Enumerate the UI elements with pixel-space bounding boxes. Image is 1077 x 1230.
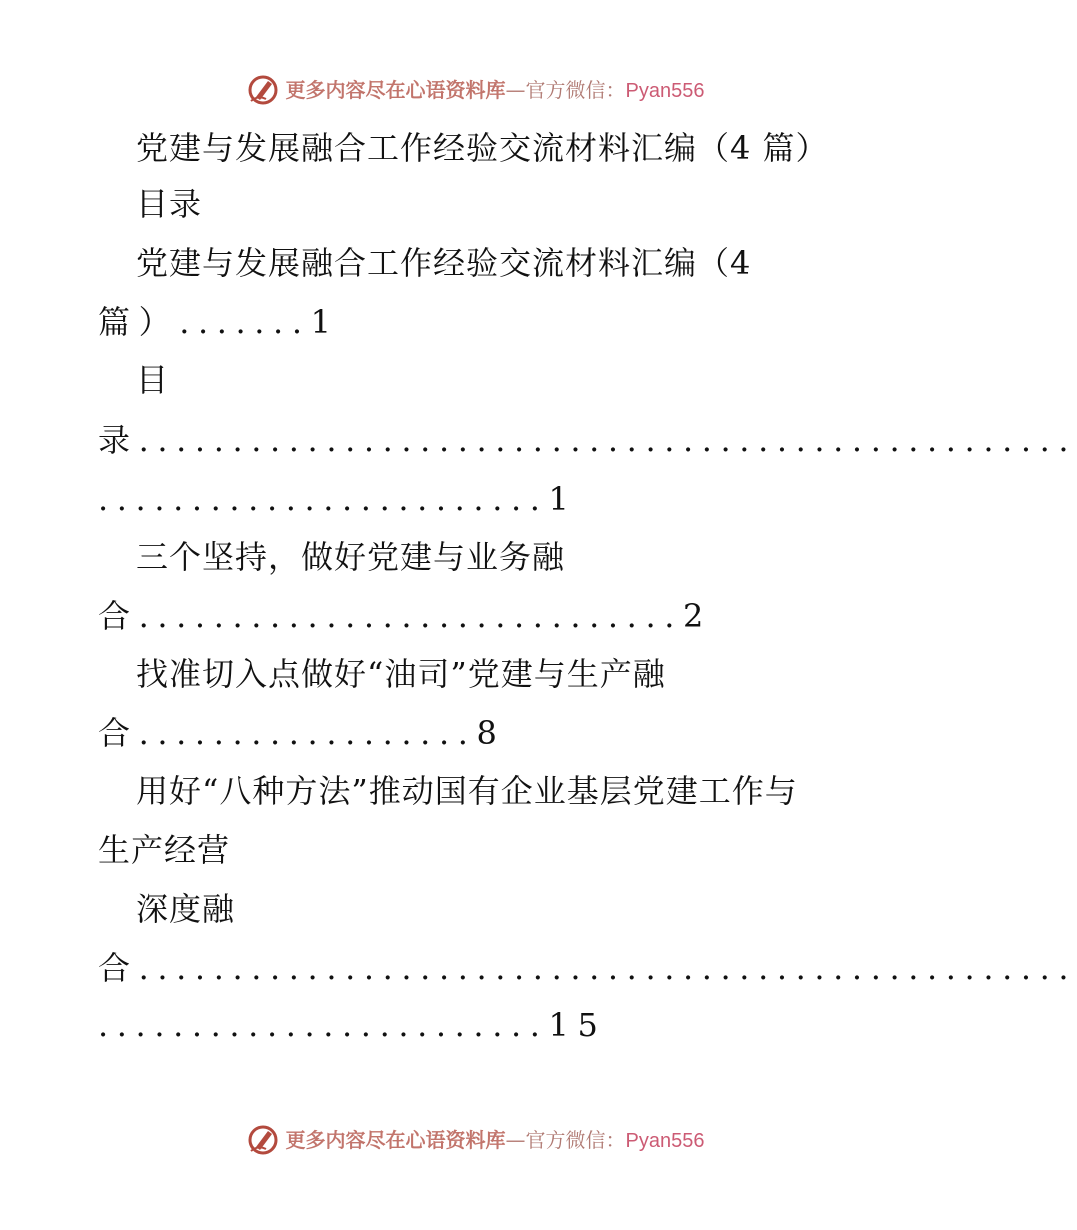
banner-wechat-label: 官方微信： (525, 1127, 626, 1152)
toc-entry-2-line3: ........................1 (98, 480, 578, 518)
banner-wechat-label: 官方微信： (525, 77, 626, 102)
banner-main-text: 更多内容尽在心语资料库 (285, 77, 506, 102)
toc-entry-5-line2: 生产经营 (98, 831, 231, 869)
toc-heading: 目录 (136, 185, 203, 223)
banner-text (286, 73, 705, 108)
toc-entry-4-line1: 找准切入点做好“油司”党建与生产融 (136, 655, 666, 693)
banner-wechat-id: Pyan556 (625, 79, 705, 102)
header-banner (0, 70, 950, 110)
pen-logo-icon (246, 1123, 280, 1157)
toc-entry-1-line1: 党建与发展融合工作经验交流材料汇编（4 (136, 244, 752, 282)
toc-entry-3-line2: 合.............................2 (98, 597, 712, 635)
toc-entry-2-line2: 录.................................................. (98, 421, 1077, 459)
toc-entry-5-line5: ........................15 (98, 1006, 607, 1044)
footer-banner (0, 1120, 950, 1160)
document-title: 党建与发展融合工作经验交流材料汇编（4 篇） (136, 129, 829, 167)
toc-entry-2-line1: 目 (136, 361, 170, 399)
pen-logo-icon (246, 73, 280, 107)
toc-entry-1-line2: 篇）.......1 (98, 303, 340, 341)
toc-entry-5-line3: 深度融 (136, 890, 236, 928)
banner-dash: — (505, 1127, 526, 1152)
banner-dash: — (505, 77, 526, 102)
toc-entry-5-line4: 合.................................................. (98, 949, 1077, 987)
toc-entry-5-line1: 用好“八种方法”推动国有企业基层党建工作与 (136, 772, 798, 810)
banner-text (286, 1123, 705, 1158)
banner-main-text: 更多内容尽在心语资料库 (285, 1127, 506, 1152)
toc-entry-4-line2: 合..................8 (98, 714, 506, 752)
banner-wechat-id: Pyan556 (625, 1129, 705, 1152)
toc-entry-3-line1: 三个坚持，做好党建与业务融 (136, 538, 566, 576)
